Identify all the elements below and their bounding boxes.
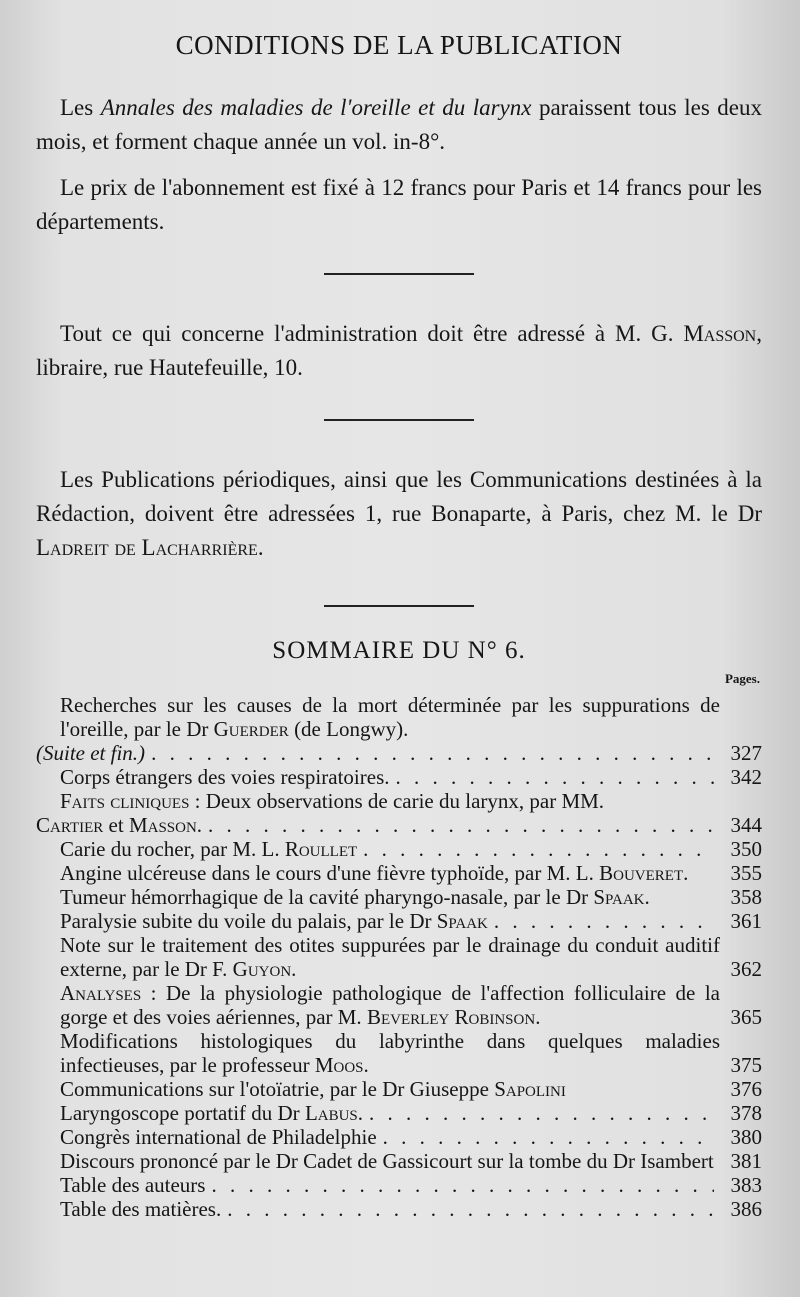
leader-dots <box>494 909 714 933</box>
toc-page-number: 350 <box>730 837 762 861</box>
paragraph-periodicity <box>36 91 762 159</box>
toc-text <box>60 909 488 933</box>
toc-entry <box>36 1101 762 1125</box>
p4-post-text: . <box>257 535 264 560</box>
toc-page-number: 344 <box>730 813 762 837</box>
toc-author: Sapolini <box>494 1077 566 1101</box>
toc-text: . <box>357 1101 364 1125</box>
divider-rule <box>324 273 474 275</box>
sommaire-title: SOMMAIRE DU N° 6. <box>272 637 526 664</box>
toc-page-number: 386 <box>730 1197 762 1221</box>
leader-dots <box>363 837 714 861</box>
leader-dots <box>208 813 714 837</box>
toc-page-number: 381 <box>730 1149 762 1173</box>
toc-page-number: 383 <box>730 1173 762 1197</box>
toc-author: Guerder <box>213 717 289 741</box>
toc-page-number: 355 <box>730 861 762 885</box>
toc-author: Masson <box>128 813 197 837</box>
toc-text: Tumeur hémorrhagique de la cavité pharyngo-nasale, par le Dr <box>60 885 594 909</box>
leader-dots <box>396 765 715 789</box>
toc-author: Moos <box>314 1053 364 1077</box>
toc-text: Congrès international de Philadelphie <box>60 1125 377 1149</box>
toc-text <box>60 1077 566 1101</box>
conditions-title: CONDITIONS DE LA PUBLICATION <box>175 30 623 60</box>
toc-author: Spaak <box>436 909 488 933</box>
toc-text: : De la physiologie pathologique de l'affection folliculaire de la gorge et des voies aériennes, par M. <box>60 981 720 1029</box>
toc-author: Guyon <box>232 957 292 981</box>
toc-page-number: 380 <box>730 1125 762 1149</box>
toc-page-number: 327 <box>730 741 762 765</box>
toc-entry <box>36 693 762 765</box>
toc-text <box>60 885 720 909</box>
toc-text: Laryngoscope portatif du Dr <box>60 1101 305 1125</box>
toc-entry <box>36 861 762 885</box>
toc-author: Spaak <box>593 885 645 909</box>
toc-page-number: 375 <box>730 1053 762 1077</box>
toc-text: (Suite et fin.) <box>36 741 146 765</box>
leader-dots <box>383 1125 714 1149</box>
toc-text: Carie du rocher, par M. L. <box>60 837 285 861</box>
toc-page-number: 361 <box>730 909 762 933</box>
toc-entry-text <box>36 933 720 981</box>
toc-entry <box>36 1149 762 1173</box>
toc-text: Modifications histologiques du labyrinthe dans quelques maladies infectieuses, par le professeur <box>60 1029 720 1077</box>
toc-page-number: 376 <box>730 1077 762 1101</box>
divider-rule <box>324 605 474 607</box>
toc-page-number: 365 <box>730 1005 762 1029</box>
toc-text: . <box>196 813 203 837</box>
toc-section: Faits cliniques <box>60 789 190 813</box>
toc-author: Beverley Robinson <box>366 1005 536 1029</box>
paragraph-subscription-price: Le prix de l'abonnement est fixé à 12 francs pour Paris et 14 francs pour les départements. <box>36 175 762 234</box>
toc-text <box>60 1029 720 1077</box>
leader-dots <box>369 1101 714 1125</box>
leader-dots <box>211 1173 714 1197</box>
toc-entry <box>36 909 762 933</box>
toc-text: . <box>644 885 650 909</box>
toc-entry <box>36 885 762 909</box>
toc-entry-text <box>36 861 720 885</box>
toc-text: et <box>103 813 129 837</box>
paragraph-administration <box>36 317 762 385</box>
p1-pre-text: Les <box>60 95 101 120</box>
toc-text: Communications sur l'otoïatrie, par le Dr Giuseppe <box>60 1077 495 1101</box>
toc-text: (de Longwy). <box>288 717 409 741</box>
toc-page-number: 342 <box>730 765 762 789</box>
toc-entry-text <box>36 789 720 813</box>
toc-text <box>60 1101 363 1125</box>
toc-text: . <box>683 861 689 885</box>
leader-dots <box>151 741 714 765</box>
toc-text: Discours prononcé par le Dr Cadet de Gassicourt sur la tombe du Dr Isambert <box>60 1149 714 1173</box>
publisher-name: Masson <box>683 321 757 346</box>
toc-entry <box>36 837 762 861</box>
toc-entry-text <box>36 981 720 1029</box>
leader-dots <box>227 1197 714 1221</box>
journal-title: Annales des maladies de l'oreille et du larynx <box>100 95 532 120</box>
toc-text: Paralysie subite du voile du palais, par le Dr <box>60 909 437 933</box>
paragraph-editorial-address <box>36 463 762 565</box>
toc-entry-text <box>36 1029 720 1077</box>
toc-author: Roullet <box>284 837 358 861</box>
toc-text: Note sur le traitement des otites suppurées par le drainage du conduit auditif externe, par le Dr F. <box>60 933 720 981</box>
toc-page-number: 362 <box>730 957 762 981</box>
toc-text: . <box>363 1053 369 1077</box>
toc-text: . <box>535 1005 541 1029</box>
toc-entry <box>36 789 762 837</box>
p3-pre-text: Tout ce qui concerne l'administration doit être adressé à M. G. <box>60 321 684 346</box>
toc-entry <box>36 933 762 981</box>
toc-author: Cartier <box>36 813 104 837</box>
toc-entry-text <box>36 1149 720 1173</box>
toc-author: Labus <box>304 1101 358 1125</box>
toc-text: Angine ulcéreuse dans le cours d'une fièvre typhoïde, par M. L. <box>60 861 600 885</box>
p3-post-text: , libraire, rue Hautefeuille, 10. <box>36 321 762 380</box>
toc-text: Corps étrangers des voies respiratoires. <box>60 765 390 789</box>
toc-entry <box>36 981 762 1029</box>
p4-pre-text: Les Publications périodiques, ainsi que les Communications destinées à la Rédaction, doivent être adressées 1, rue Bonaparte, à Paris, chez M. le Dr <box>36 467 762 526</box>
toc-text <box>60 933 720 981</box>
toc-page-number: 358 <box>730 885 762 909</box>
editor-name: Ladreit de Lacharrière <box>36 535 258 560</box>
toc-author: Bouveret <box>599 861 684 885</box>
toc-page-number: 378 <box>730 1101 762 1125</box>
toc-entry <box>36 1197 762 1221</box>
toc-entry <box>36 1029 762 1077</box>
table-of-contents <box>36 693 762 1221</box>
toc-text: Table des auteurs <box>60 1173 206 1197</box>
toc-entry <box>36 765 762 789</box>
toc-entry-text <box>36 885 720 909</box>
pages-column-label: Pages. <box>724 671 760 686</box>
toc-text <box>36 813 202 837</box>
toc-entry-text <box>36 693 720 741</box>
toc-text <box>60 837 357 861</box>
divider-rule <box>324 419 474 421</box>
toc-text: Recherches sur les causes de la mort déterminée par les suppurations de l'oreille, par le Dr <box>60 693 720 741</box>
toc-text: Table des matières. <box>60 1197 222 1221</box>
toc-text <box>60 861 720 885</box>
toc-entry <box>36 1077 762 1101</box>
toc-entry <box>36 1173 762 1197</box>
p1-post-text: paraissent tous les deux mois, et forment chaque année un vol. in-8°. <box>36 95 762 154</box>
toc-text: : Deux observations de carie du larynx, par MM. <box>189 789 605 813</box>
toc-section: Analyses <box>60 981 142 1005</box>
toc-text: . <box>291 957 297 981</box>
toc-entry <box>36 1125 762 1149</box>
toc-text <box>60 981 720 1029</box>
